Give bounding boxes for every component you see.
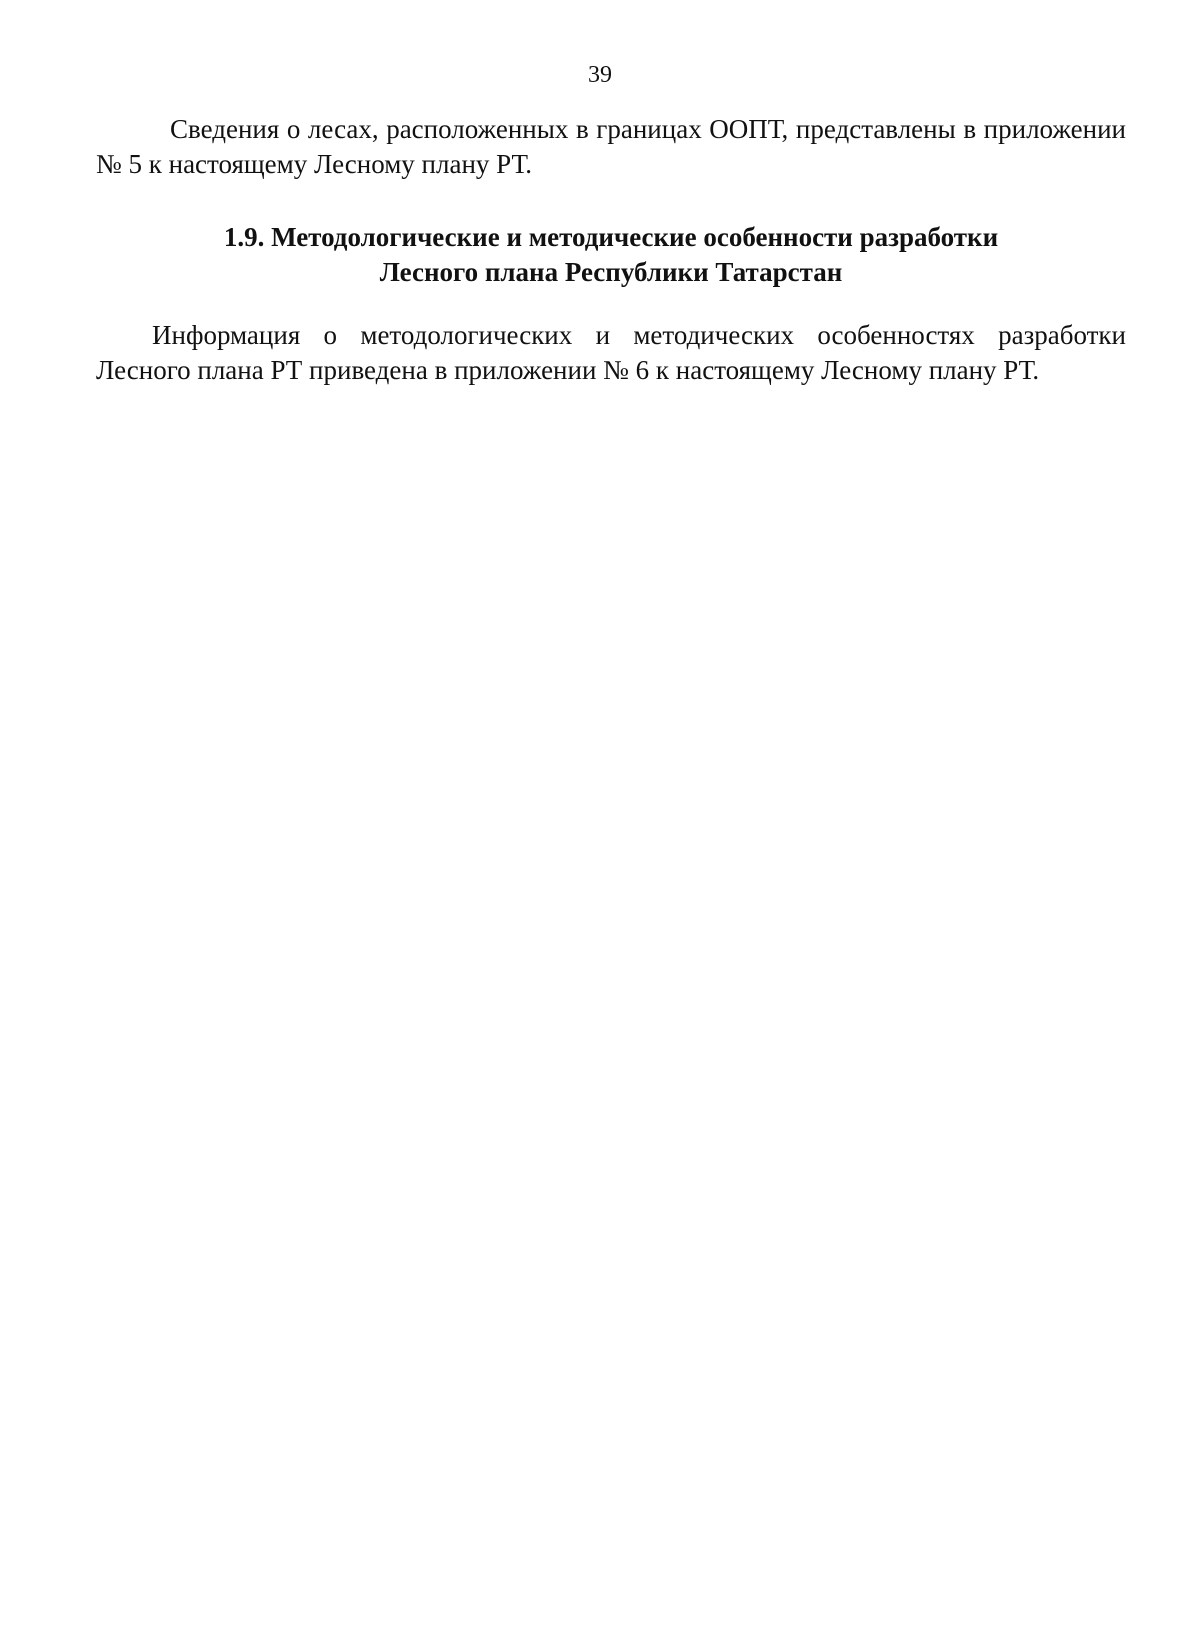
paragraph-oopt-info: Сведения о лесах, расположенных в границах ООПТ, представлены в приложении № 5 к настоящему Лесному плану РТ. [96,114,1126,179]
section-heading-line-2: Лесного плана Республики Татарстан [379,257,843,287]
page-number: 39 [588,62,612,88]
section-heading-line-1: 1.9. Методологические и методические особенности разработки [223,222,999,252]
paragraph-methodology-info: Информация о методологических и методических особенностях разработки Лесного плана РТ приведена в приложении № 6 к настоящему Лесному плану РТ. [96,320,1126,385]
section-heading [96,220,1126,290]
